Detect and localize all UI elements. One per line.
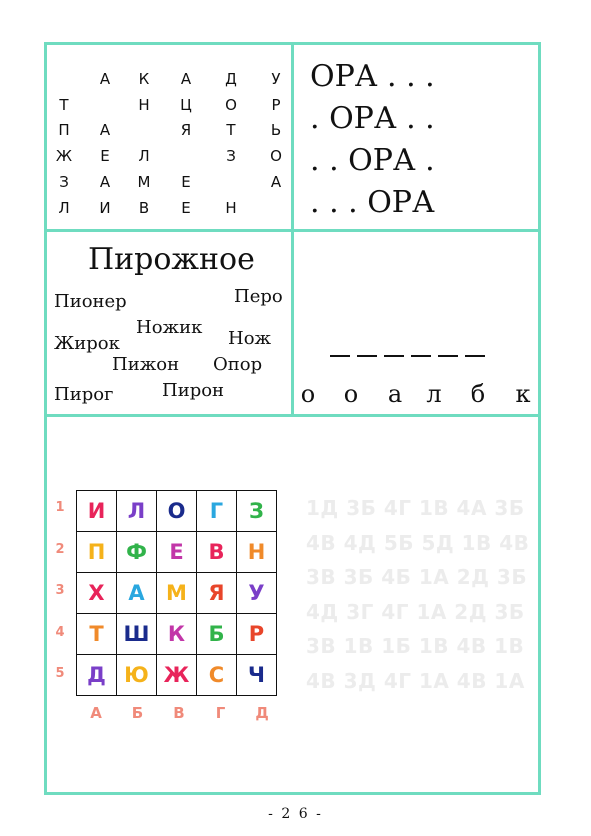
letter-grid-cell: Ж	[55, 147, 73, 165]
letter-grid-cell: Н	[138, 96, 150, 114]
cipher-cell: М	[157, 573, 197, 614]
anagram-letter: б	[470, 380, 486, 408]
cipher-cell: Ш	[117, 614, 157, 655]
cipher-cell: Я	[197, 573, 237, 614]
letter-grid-cell: А	[99, 70, 111, 88]
letter-grid-cell: З	[226, 147, 236, 165]
cipher-col-label: А	[90, 704, 102, 722]
cipher-cell: А	[117, 573, 157, 614]
anagram-letter: о	[300, 380, 316, 408]
anagram-letter: о	[343, 380, 359, 408]
letter-grid-cell: А	[99, 121, 111, 139]
cipher-row-label: 1	[55, 500, 65, 515]
cipher-code-line: 1Д 3Б 4Г 1В 4А 3Б	[306, 496, 525, 520]
cipher-row-label: 5	[55, 666, 65, 681]
divider-horizontal-2	[44, 414, 541, 417]
cipher-cell: З	[237, 491, 277, 532]
letter-grid-cell: Р	[271, 96, 281, 114]
letter-grid-cell: К	[138, 70, 150, 88]
anagram-blank	[411, 355, 431, 357]
divider-horizontal-1	[44, 229, 541, 232]
cipher-row-label: 4	[55, 624, 65, 640]
anagram-blank	[465, 355, 485, 357]
cipher-cell: Б	[197, 614, 237, 655]
cipher-cell: Ж	[157, 655, 197, 696]
word-pirog: Пирог	[54, 384, 114, 405]
ora-line-4: . . . ОРА	[310, 185, 435, 220]
cipher-col-label: Д	[255, 704, 269, 722]
letter-grid-cell: О	[225, 96, 237, 114]
anagram-blank	[384, 355, 404, 357]
cipher-cell: Х	[77, 573, 117, 614]
cipher-cell: Т	[77, 614, 117, 655]
letter-grid-cell: Я	[180, 121, 192, 139]
word-nozhik: Ножик	[136, 317, 203, 338]
cipher-row-label: 3	[55, 583, 65, 598]
letter-grid-cell: Е	[100, 147, 110, 165]
anagram-letter: к	[515, 380, 531, 408]
cipher-cell: П	[77, 532, 117, 573]
word-piron: Пирон	[162, 380, 225, 401]
word-opor: Опор	[213, 354, 263, 375]
cipher-cell: Г	[197, 491, 237, 532]
letter-grid-cell: Л	[138, 147, 150, 165]
cipher-code-line: 3В 1В 1Б 1В 4В 1В	[306, 634, 525, 658]
cipher-row	[77, 655, 277, 696]
cipher-row	[77, 614, 277, 655]
letter-grid-cell: Т	[59, 96, 69, 114]
letter-grid-cell: А	[180, 70, 192, 88]
anagram-letter: а	[387, 380, 403, 408]
word-pioner: Пионер	[54, 291, 127, 312]
letter-grid-cell: М	[137, 173, 151, 191]
cipher-row	[77, 491, 277, 532]
anagram-letter: л	[426, 380, 442, 408]
word-pero: Перо	[234, 286, 283, 307]
letter-grid-cell: А	[270, 173, 282, 191]
letter-grid-cell: Д	[225, 70, 237, 88]
cipher-row	[77, 532, 277, 573]
letter-grid-cell: Л	[58, 199, 70, 217]
cipher-cell: Р	[237, 614, 277, 655]
letter-grid-cell: И	[99, 199, 111, 217]
letter-grid-cell: Ь	[270, 121, 282, 139]
anagram-blank	[438, 355, 458, 357]
letter-grid-cell: Ц	[180, 96, 192, 114]
cipher-cell: Ю	[117, 655, 157, 696]
cipher-code-line: 4В 4Д 5Б 5Д 1В 4В	[306, 530, 530, 555]
cipher-cell: У	[237, 573, 277, 614]
cipher-row	[77, 573, 277, 614]
cipher-cell: К	[157, 614, 197, 655]
letter-grid-cell: Е	[181, 173, 191, 191]
cipher-cell: О	[157, 491, 197, 532]
cipher-col-label: В	[173, 704, 185, 722]
letter-grid-cell: В	[138, 199, 150, 217]
letter-grid-cell: У	[271, 70, 281, 88]
cipher-col-label: Г	[215, 704, 226, 722]
letter-grid-cell: Е	[181, 199, 191, 217]
cipher-cell: Д	[77, 655, 117, 696]
word-zhirok: Жирок	[54, 333, 120, 354]
letter-grid-cell: П	[58, 121, 70, 139]
cipher-code-line: 4Д 3Г 4Г 1А 2Д 3Б	[306, 599, 525, 624]
cipher-cell: Ч	[237, 655, 277, 696]
ora-line-3: . . ОРА .	[310, 143, 435, 178]
anagram-blank	[330, 355, 350, 357]
cipher-cell: С	[197, 655, 237, 696]
cipher-row-label: 2	[55, 541, 65, 557]
cipher-col-label: Б	[131, 704, 144, 722]
letter-grid-cell: О	[270, 147, 282, 165]
cipher-code-line: 4В 3Д 4Г 1А 4В 1А	[306, 668, 525, 693]
letter-grid-cell: Н	[225, 199, 237, 217]
letter-grid-cell: З	[59, 173, 69, 191]
ora-line-2: . ОРА . .	[310, 101, 435, 136]
cipher-cell: Е	[157, 532, 197, 573]
ora-line-1: ОРА . . .	[310, 59, 435, 94]
anagram-blank	[357, 355, 377, 357]
letter-grid-cell: А	[99, 173, 111, 191]
cipher-grid	[76, 490, 277, 696]
cipher-cell: Л	[117, 491, 157, 532]
cipher-cell: И	[77, 491, 117, 532]
cipher-cell: Ф	[117, 532, 157, 573]
word-nozh: Нож	[228, 328, 272, 349]
cipher-cell: В	[197, 532, 237, 573]
page-number: - 2 6 -	[268, 806, 323, 822]
word-puzzle-title: Пирожное	[88, 242, 255, 277]
letter-grid-cell: Т	[226, 121, 236, 139]
cipher-code-line: 3В 3Б 4Б 1А 2Д 3Б	[306, 565, 528, 589]
cipher-cell: Н	[237, 532, 277, 573]
word-pizhon: Пижон	[112, 354, 180, 375]
